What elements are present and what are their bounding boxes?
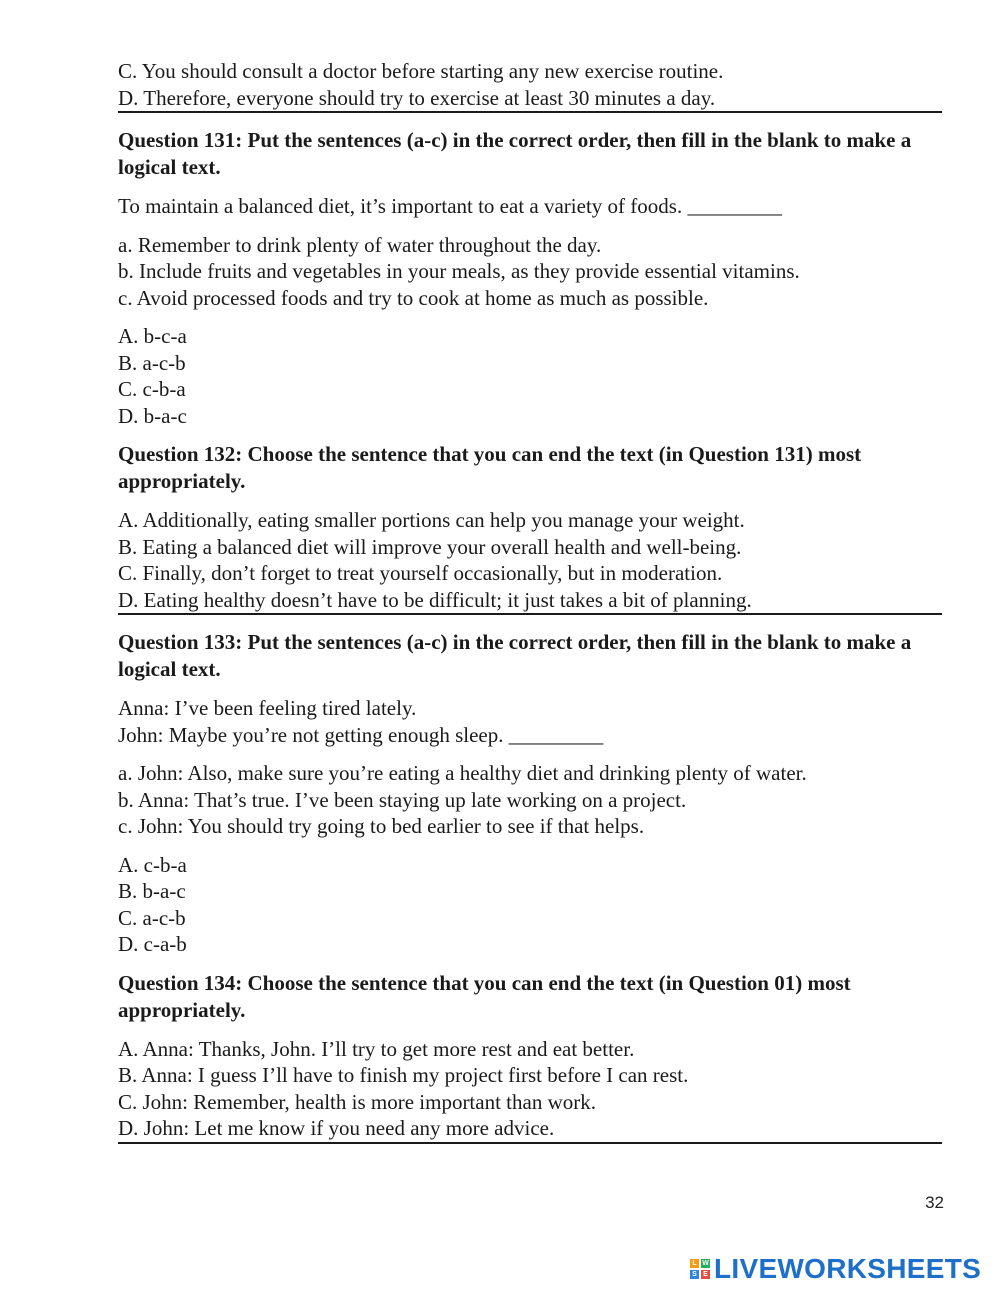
- worksheet-page: [118, 58, 942, 1144]
- answer-option: C. a-c-b: [118, 905, 186, 930]
- answer-option: B. Eating a balanced diet will improve your overall health and well-being.: [118, 534, 742, 559]
- logo-tile: E: [701, 1270, 710, 1279]
- question-131-heading: Question 131: Put the sentences (a-c) in the correct order, then fill in the blank to make a logical text.: [118, 128, 912, 179]
- sentence-line: a. Remember to drink plenty of water throughout the day.: [118, 232, 602, 257]
- logo-tile: L: [690, 1259, 699, 1268]
- logo-grid-icon: [690, 1259, 710, 1279]
- liveworksheets-logo[interactable]: [690, 1254, 981, 1284]
- option-line: C. You should consult a doctor before starting any new exercise routine.: [118, 59, 724, 83]
- answer-option: B. b-a-c: [118, 879, 186, 903]
- sentence-line: a. John: Also, make sure you’re eating a healthy diet and drinking plenty of water.: [118, 761, 807, 785]
- dialogue-line: Anna: I’ve been feeling tired lately.: [118, 696, 417, 720]
- option-line: D. Therefore, everyone should try to exercise at least 30 minutes a day.: [118, 85, 942, 114]
- answer-option: A. Additionally, eating smaller portions can help you manage your weight.: [118, 508, 745, 532]
- answer-option: A. Anna: Thanks, John. I’ll try to get more rest and eat better.: [118, 1036, 635, 1061]
- answer-option: B. Anna: I guess I’ll have to finish my project first before I can rest.: [118, 1063, 689, 1087]
- answer-option: C. c-b-a: [118, 377, 186, 401]
- answer-option: D. John: Let me know if you need any more advice.: [118, 1115, 942, 1144]
- question-131-prompt: To maintain a balanced diet, it’s important to eat a variety of foods. _________: [118, 194, 782, 218]
- dialogue-line: John: Maybe you’re not getting enough sleep. _________: [118, 722, 604, 747]
- answer-option: A. c-b-a: [118, 852, 187, 877]
- logo-tile: S: [690, 1270, 699, 1279]
- answer-option: B. a-c-b: [118, 350, 186, 375]
- answer-option: C. Finally, don’t forget to treat yourself occasionally, but in moderation.: [118, 561, 723, 585]
- brand-name: LIVEWORKSHEETS: [714, 1253, 982, 1284]
- sentence-line: c. John: You should try going to bed earlier to see if that helps.: [118, 814, 645, 838]
- answer-option: D. b-a-c: [118, 403, 187, 428]
- answer-option: A. b-c-a: [118, 324, 187, 348]
- sentence-line: c. Avoid processed foods and try to cook at home as much as possible.: [118, 285, 709, 310]
- question-134-heading: Question 134: Choose the sentence that you can end the text (in Question 01) most appropriately.: [118, 970, 851, 1022]
- answer-option: C. John: Remember, health is more important than work.: [118, 1089, 596, 1114]
- logo-tile: W: [702, 1260, 709, 1267]
- answer-option: D. Eating healthy doesn’t have to be difficult; it just takes a bit of planning.: [118, 587, 942, 616]
- sentence-line: b. Include fruits and vegetables in your meals, as they provide essential vitamins.: [118, 259, 800, 283]
- page-number: 32: [925, 1193, 944, 1212]
- question-133-heading: Question 133: Put the sentences (a-c) in the correct order, then fill in the blank to make a logical text.: [118, 630, 912, 681]
- question-132-heading: Question 132: Choose the sentence that you can end the text (in Question 131) most appropriately.: [118, 442, 862, 493]
- answer-option: D. c-a-b: [118, 932, 187, 956]
- sentence-line: b. Anna: That’s true. I’ve been staying up late working on a project.: [118, 787, 687, 812]
